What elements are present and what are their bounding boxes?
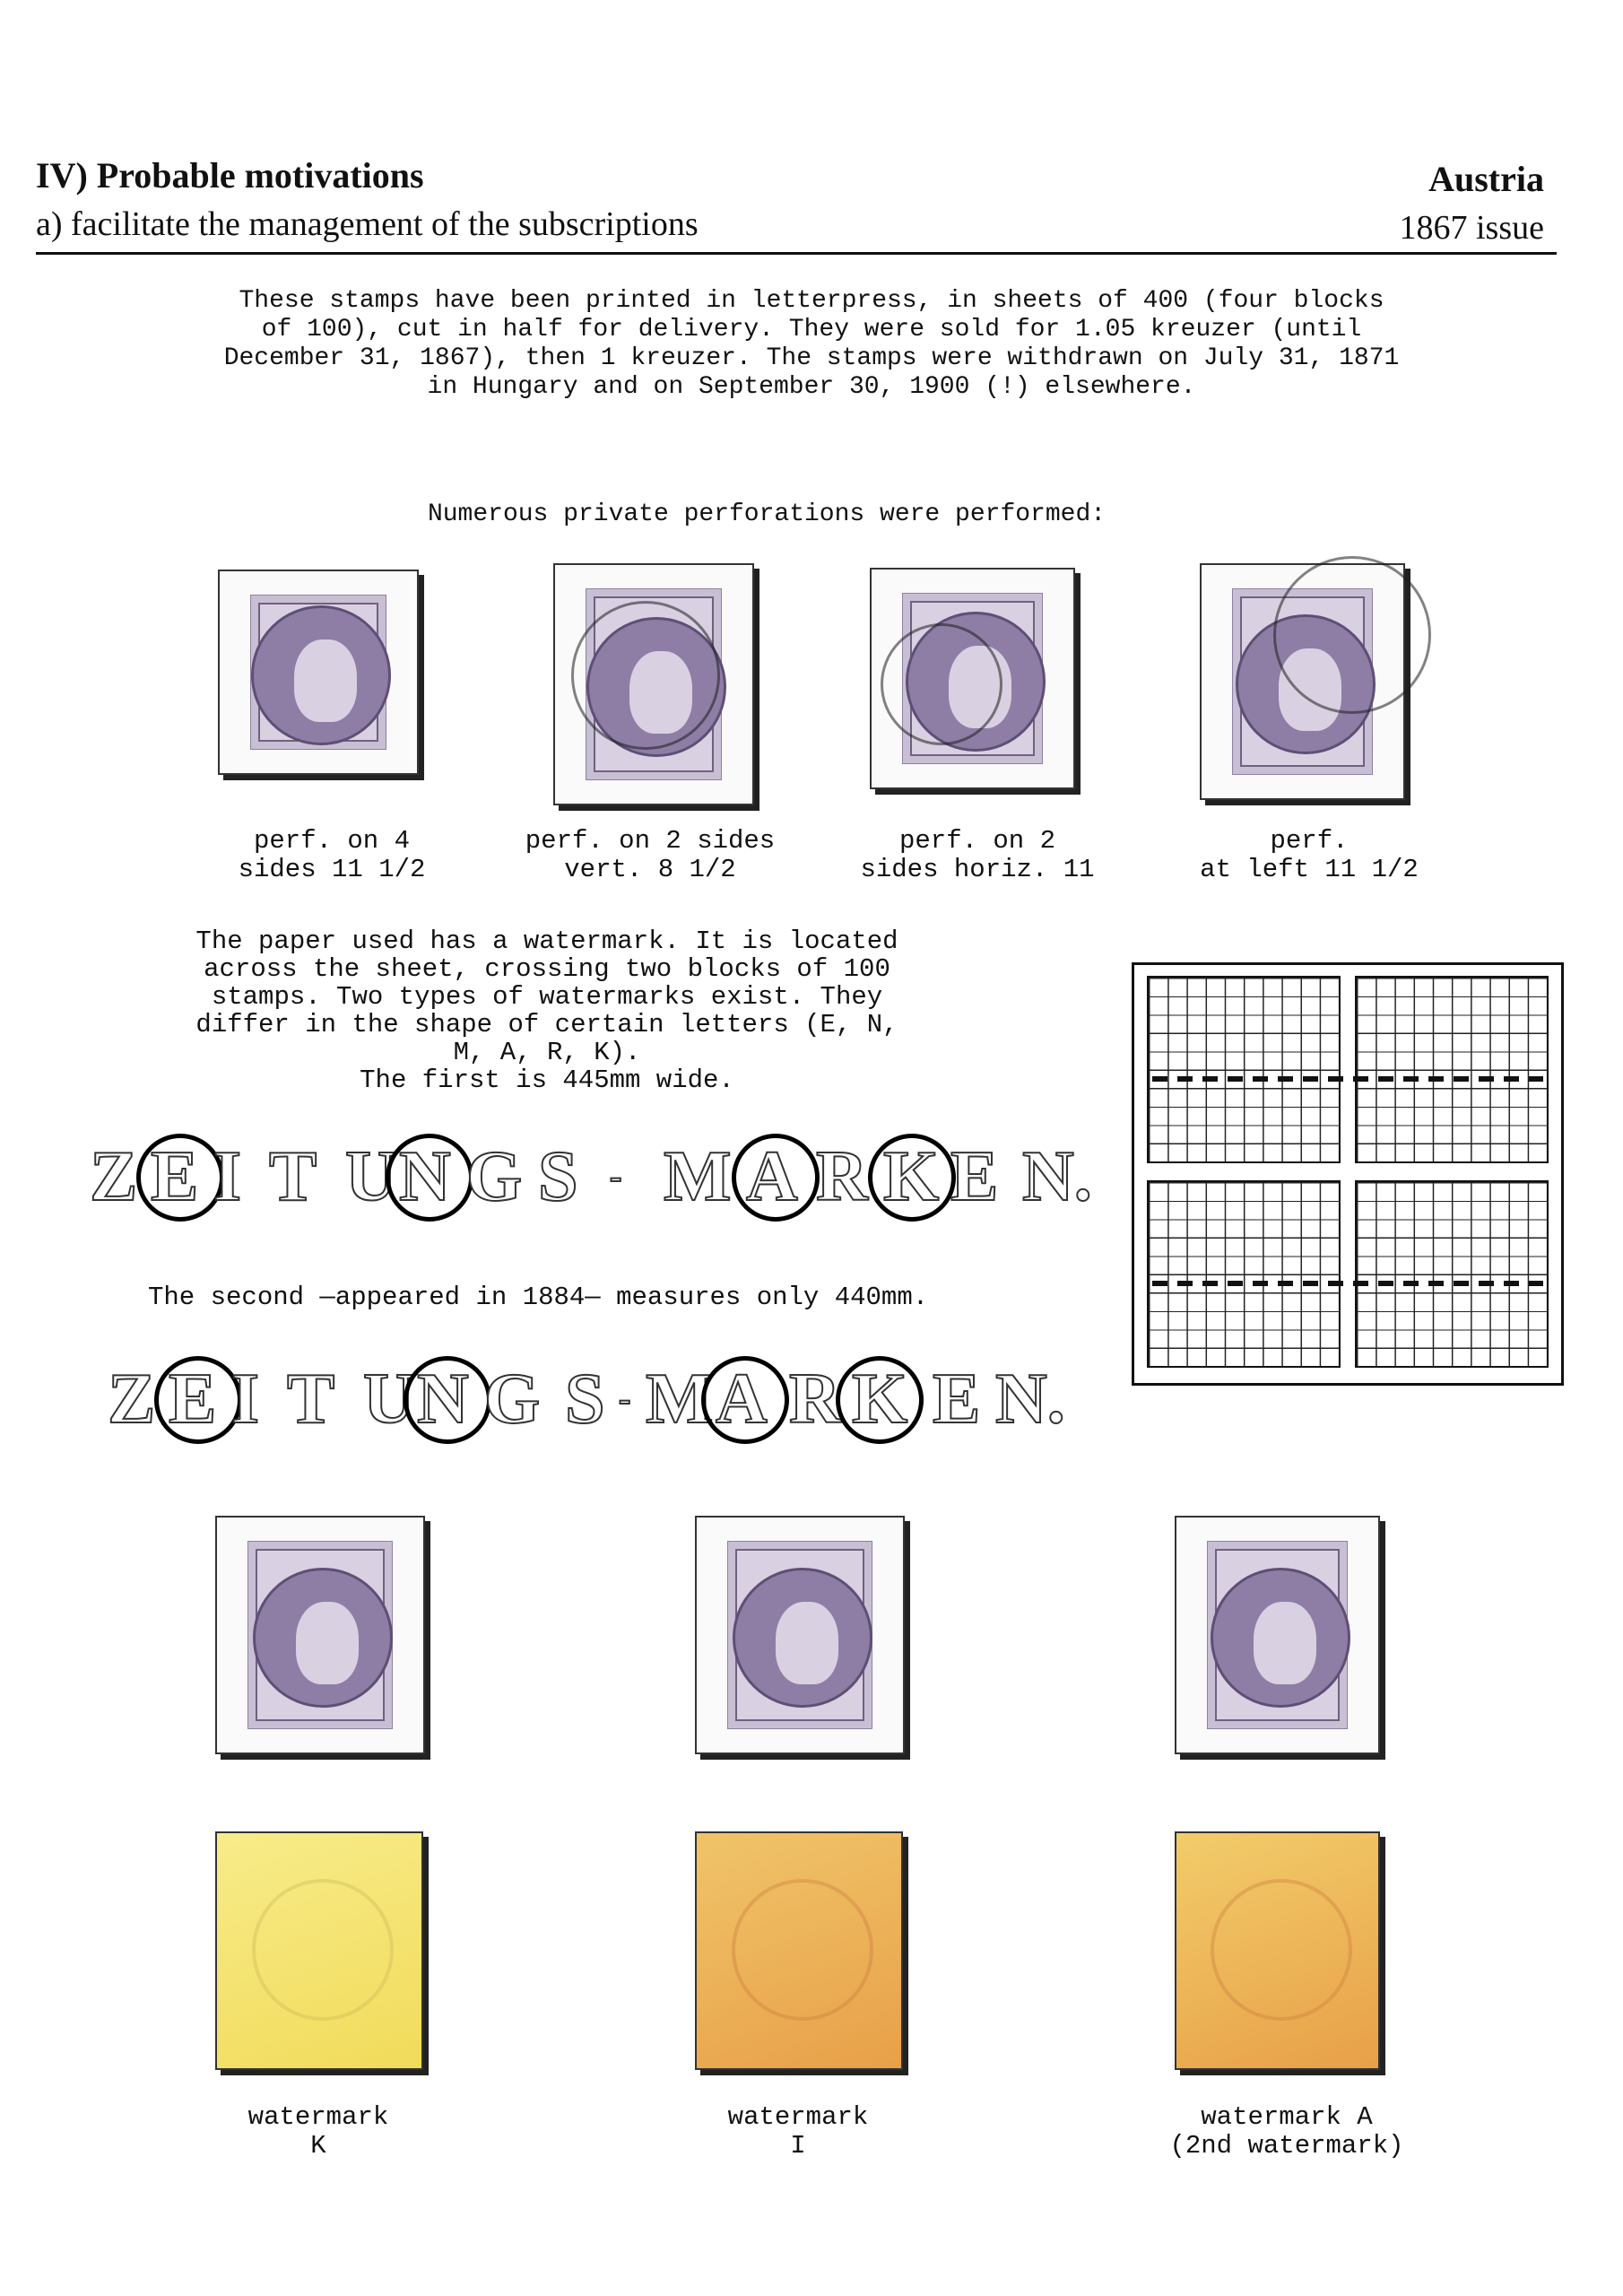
watermark-letter: R (816, 1137, 868, 1216)
highlight-circle (836, 1356, 924, 1444)
watermark-letter: - (610, 1156, 622, 1196)
watermark-letter: R (789, 1360, 841, 1439)
watermark-letter: E (933, 1360, 981, 1439)
watermark-letter: G (484, 1360, 541, 1439)
highlight-circle (701, 1356, 789, 1444)
stamp-image-perf-4-sides (218, 570, 419, 775)
postmark (1273, 556, 1431, 714)
watermark-letter: I (213, 1137, 242, 1216)
caption-watermark-k: watermark K (247, 2102, 389, 2161)
stamp-image-watermark-a (1175, 1516, 1380, 1754)
watermark-letter: N. (1022, 1137, 1092, 1216)
watermark-letter: T (269, 1137, 317, 1216)
caption-perf-3: perf. on 2 sides horiz. 11 (860, 826, 1095, 884)
caption-perf-1: perf. on 4 sides 11 1/2 (238, 826, 426, 884)
watermark-line (1152, 1281, 1543, 1286)
watermark-letter: M (646, 1360, 714, 1439)
sheet-block (1147, 976, 1341, 1163)
watermark-letter: Z (90, 1137, 138, 1216)
watermark-letter: N (399, 1137, 451, 1216)
caption-perf-2: perf. on 2 sides vert. 8 1/2 (525, 826, 776, 884)
stamp-image-perf-2-sides-vert (553, 563, 754, 805)
postmark (571, 601, 720, 750)
watermark-letter: N (417, 1360, 469, 1439)
watermark-letter: G (466, 1137, 523, 1216)
watermark-letter: A (746, 1137, 798, 1216)
watermark-letter: K (883, 1137, 940, 1216)
watermark-letter: Z (108, 1360, 156, 1439)
stamp-image-perf-2-sides-horiz (870, 568, 1075, 789)
caption-watermark-a: watermark A (2nd watermark) (1169, 2102, 1404, 2161)
watermark-letter: E (151, 1137, 199, 1216)
watermark-letter: I (231, 1360, 260, 1439)
highlight-circle (154, 1356, 242, 1444)
watermark-letter: A (716, 1360, 768, 1439)
country-label: Austria (1428, 159, 1544, 199)
watermark-line (1152, 1076, 1543, 1082)
stamp-image-watermark-i (695, 1516, 905, 1754)
watermark-image-i (695, 1831, 903, 2070)
watermark-letter: N. (995, 1360, 1065, 1439)
watermark-letter: S (538, 1137, 578, 1216)
highlight-circle (404, 1356, 491, 1444)
highlight-circle (868, 1134, 956, 1222)
watermark-letter: U (363, 1360, 415, 1439)
sheet-block (1355, 976, 1549, 1163)
page-title: IV) Probable motivations (36, 155, 424, 196)
highlight-circle (136, 1134, 224, 1222)
watermark-letter: T (287, 1360, 335, 1439)
header-rule (36, 252, 1557, 255)
watermark-letter: S (565, 1360, 605, 1439)
watermark-image-a (1175, 1831, 1380, 2070)
watermark-letter: U (345, 1137, 397, 1216)
watermark-letter: - (619, 1378, 631, 1419)
intro-paragraph: These stamps have been printed in letterpress, in sheets of 400 (four blocks of 100), cut in half for delivery. They were sold for 1.05 kreuzer (until December 31, 1867), then 1 kreuzer. The stamps were withdrawn on July 31, 1871 in Hungary and on September 30, 1900 (!) elsewhere. (223, 287, 1400, 401)
sheet-block (1355, 1180, 1549, 1368)
watermark-image-k (215, 1831, 423, 2070)
page-subtitle: a) facilitate the management of the subscriptions (36, 205, 699, 243)
highlight-circle (732, 1134, 820, 1222)
watermark-paragraph: The paper used has a watermark. It is located across the sheet, crossing two blocks of 100 stamps. Two types of watermarks exist. They differ in the shape of certain letters (E, N, M, A, R, K). The first is 445mm wide. (195, 926, 898, 1095)
perforations-heading: Numerous private perforations were performed: (427, 500, 1107, 528)
caption-watermark-i: watermark I (727, 2102, 869, 2161)
stamp-image-perf-left (1200, 563, 1405, 800)
stamp-image-watermark-k (215, 1516, 425, 1754)
sheet-block (1147, 1180, 1341, 1368)
highlight-circle (386, 1134, 473, 1222)
caption-perf-4: perf. at left 11 1/2 (1200, 826, 1419, 884)
watermark-letter: K (852, 1360, 908, 1439)
issue-label: 1867 issue (1399, 209, 1544, 247)
postmark (881, 623, 1002, 745)
watermark-letter: M (664, 1137, 732, 1216)
sheet-diagram (1132, 962, 1564, 1386)
second-watermark-text: The second —appeared in 1884— measures only 440mm. (148, 1283, 929, 1312)
watermark-letter: E (169, 1360, 217, 1439)
watermark-letter: E (950, 1137, 999, 1216)
